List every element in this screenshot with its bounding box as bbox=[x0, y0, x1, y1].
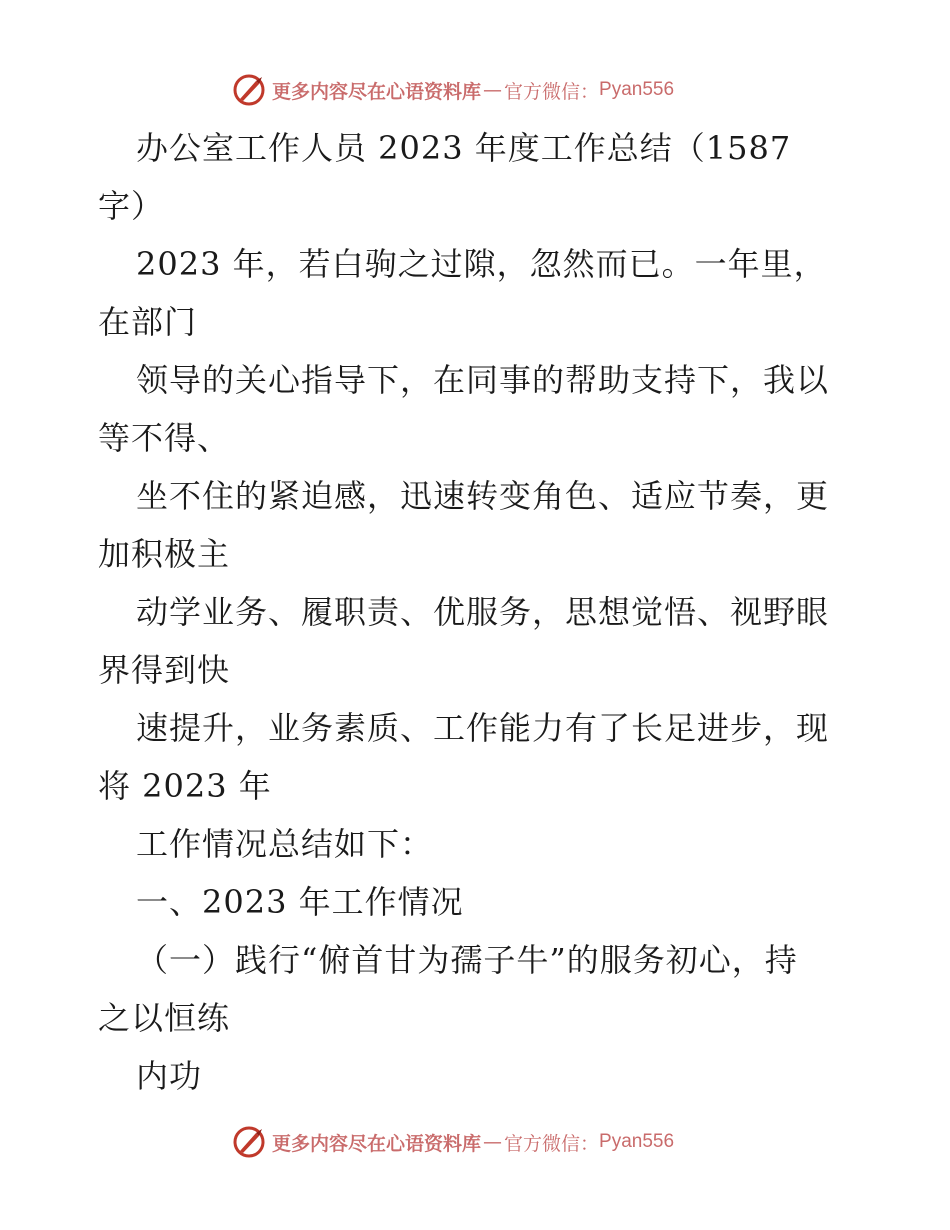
footer-watermark-banner bbox=[232, 1124, 674, 1160]
paragraph-line: 界得到快 bbox=[98, 651, 231, 689]
paragraph-line: 将 2023 年 bbox=[98, 767, 272, 805]
quill-logo-icon bbox=[232, 1125, 266, 1159]
paragraph-line: 工作情况总结如下： bbox=[136, 825, 434, 863]
title-line-1: 办公室工作人员 2023 年度工作总结（1587 bbox=[136, 129, 792, 167]
paragraph-line: 在部门 bbox=[98, 303, 198, 341]
banner-library-text: 更多内容尽在心语资料库 bbox=[272, 1132, 482, 1155]
banner-library-text: 更多内容尽在心语资料库 bbox=[272, 80, 482, 103]
paragraph-line: 加积极主 bbox=[98, 535, 231, 573]
banner-separator: — bbox=[483, 1131, 503, 1153]
banner-wechat-label: 官方微信： bbox=[504, 80, 600, 103]
paragraph-line: 领导的关心指导下，在同事的帮助支持下，我以 bbox=[136, 361, 830, 399]
paragraph-line: 坐不住的紧迫感，迅速转变角色、适应节奏，更 bbox=[136, 477, 830, 515]
subsection-heading-line: 之以恒练 bbox=[98, 999, 231, 1037]
quill-logo-icon bbox=[232, 73, 266, 107]
paragraph-line: 2023 年，若白驹之过隙，忽然而已。一年里， bbox=[136, 245, 827, 283]
paragraph-line: 动学业务、履职责、优服务，思想觉悟、视野眼 bbox=[136, 593, 830, 631]
paragraph-line: 速提升，业务素质、工作能力有了长足进步，现 bbox=[136, 709, 830, 747]
section-heading: 一、2023 年工作情况 bbox=[136, 883, 464, 921]
subsection-heading-line: 内功 bbox=[136, 1057, 203, 1095]
banner-wechat-id: Pyan556 bbox=[599, 1131, 675, 1152]
banner-separator: — bbox=[483, 79, 503, 101]
title-line-2: 字） bbox=[98, 187, 165, 225]
header-watermark-banner bbox=[232, 72, 674, 108]
paragraph-line: 等不得、 bbox=[98, 419, 231, 457]
banner-wechat-id: Pyan556 bbox=[599, 79, 675, 100]
banner-wechat-label: 官方微信： bbox=[504, 1132, 600, 1155]
subsection-heading-line: （一）践行“俯首甘为孺子牛”的服务初心，持 bbox=[136, 941, 798, 979]
